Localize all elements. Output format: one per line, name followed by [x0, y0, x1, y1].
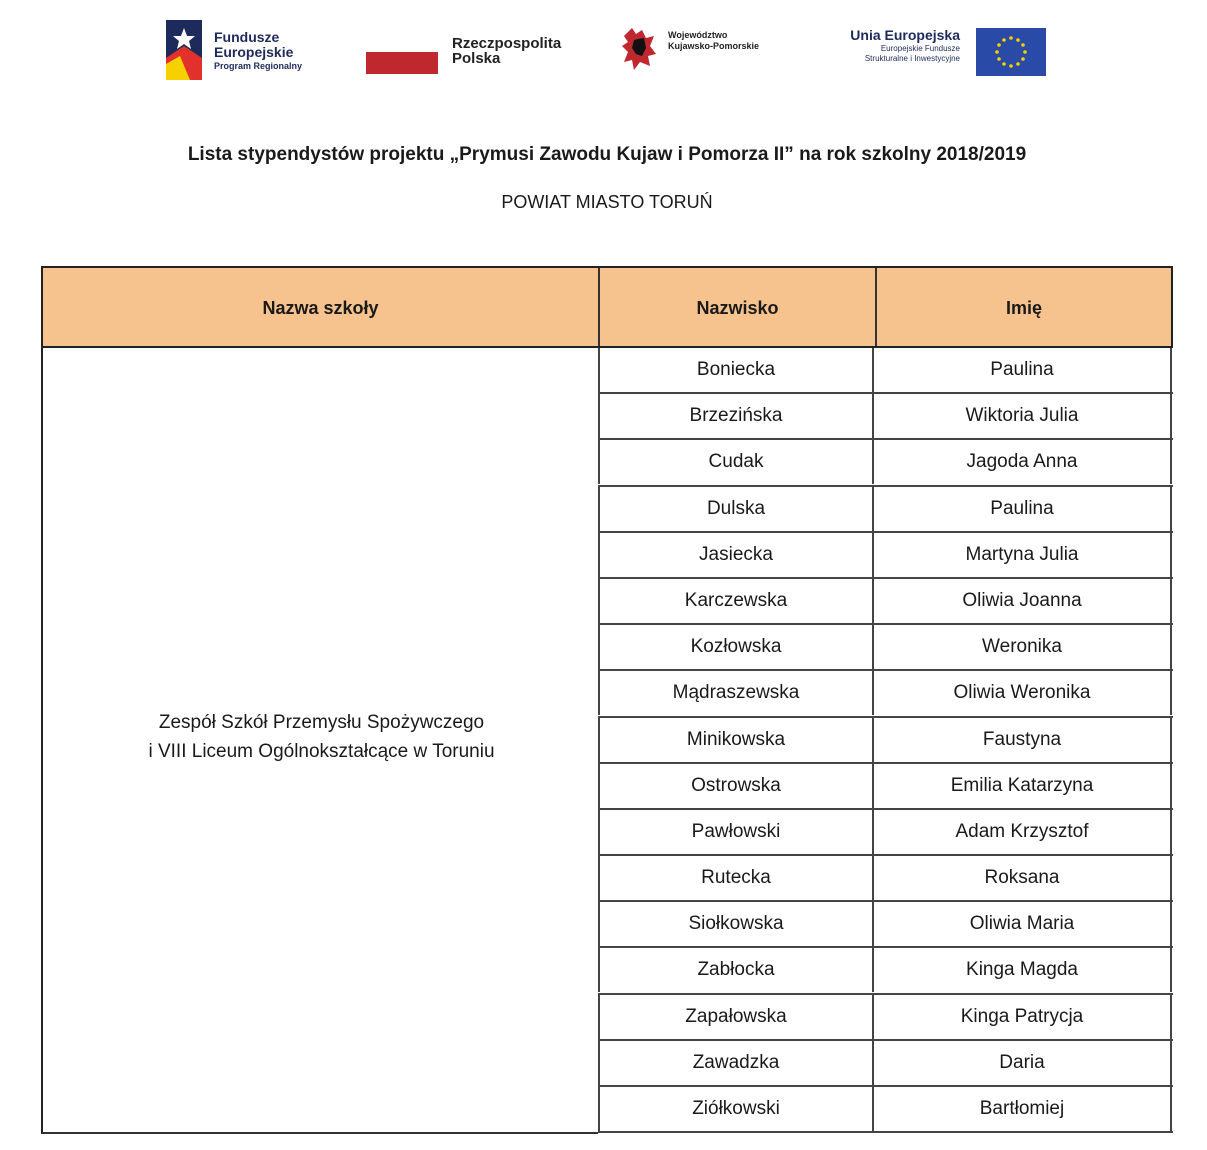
surname-cell: Zawadzka — [598, 1041, 874, 1085]
surname-cell: Brzezińska — [598, 394, 874, 438]
header-name: Imię — [1005, 298, 1043, 318]
name-cell: Weronika — [874, 625, 1172, 669]
name-cell: Daria — [874, 1041, 1172, 1085]
surname-cell: Siołkowska — [598, 902, 874, 946]
name-cell: Wiktoria Julia — [874, 394, 1172, 438]
table-row — [598, 394, 1173, 440]
wojewodztwo-logo — [620, 26, 790, 74]
school-name-line1: Zespół Szkół Przemysłu Spożywczego — [158, 712, 485, 733]
wkp-line2: Kujawsko-Pomorskie — [668, 41, 760, 51]
ue-line2: Europejskie Fundusze — [880, 44, 960, 53]
fundusze-europejskie-icon — [166, 20, 202, 80]
table-row — [598, 856, 1173, 902]
name-cell: Paulina — [874, 487, 1172, 531]
name-cell: Jagoda Anna — [874, 440, 1172, 484]
fe-line2: Europejskie — [214, 44, 294, 60]
rp-line1: Rzeczpospolita — [452, 35, 562, 52]
surname-cell: Zabłocka — [598, 948, 874, 992]
name-cell: Bartłomiej — [874, 1087, 1172, 1131]
table-header-row — [41, 266, 1173, 348]
griffin-crest-icon — [620, 26, 658, 72]
name-cell: Martyna Julia — [874, 533, 1172, 577]
table-row — [598, 995, 1173, 1041]
page-subtitle: POWIAT MIASTO TORUŃ — [501, 192, 713, 212]
name-cell: Kinga Patrycja — [874, 995, 1172, 1039]
surname-cell: Pawłowski — [598, 810, 874, 854]
table-row — [598, 671, 1173, 717]
table-row — [598, 764, 1173, 810]
table-row — [598, 533, 1173, 579]
header-surname: Nazwisko — [600, 268, 877, 346]
rp-line2: Polska — [452, 50, 501, 67]
table-row — [598, 440, 1173, 486]
name-cell: Oliwia Joanna — [874, 579, 1172, 623]
school-name — [43, 708, 600, 766]
name-cell: Kinga Magda — [874, 948, 1172, 992]
table-body — [598, 348, 1173, 1133]
fundusze-europejskie-logo — [166, 18, 336, 80]
name-cell: Paulina — [874, 348, 1172, 392]
fe-line3: Program Regionalny — [214, 61, 303, 71]
table-row — [598, 348, 1173, 394]
name-cell: Oliwia Weronika — [874, 671, 1172, 715]
table-row — [598, 1087, 1173, 1133]
surname-cell: Jasiecka — [598, 533, 874, 577]
surname-cell: Ostrowska — [598, 764, 874, 808]
table-row — [598, 948, 1173, 994]
ue-line1: Unia Europejska — [850, 27, 960, 43]
table-row — [598, 902, 1173, 948]
fe-line1: Fundusze — [214, 29, 280, 45]
school-name-line2: i VIII Liceum Ogólnokształcące w Toruniu — [148, 741, 495, 762]
name-cell: Faustyna — [874, 718, 1172, 762]
surname-cell: Rutecka — [598, 856, 874, 900]
ue-line3: Strukturalne i Inwestycyjne — [864, 54, 960, 63]
table-row — [598, 1041, 1173, 1087]
eu-flag-icon — [976, 28, 1046, 76]
surname-cell: Boniecka — [598, 348, 874, 392]
surname-cell: Minikowska — [598, 718, 874, 762]
wkp-line1: Województwo — [668, 30, 728, 40]
surname-cell: Kozłowska — [598, 625, 874, 669]
surname-cell: Mądraszewska — [598, 671, 874, 715]
name-cell: Adam Krzysztof — [874, 810, 1172, 854]
surname-cell: Zapałowska — [598, 995, 874, 1039]
table-row — [598, 487, 1173, 533]
school-cell — [41, 348, 598, 1134]
name-cell: Oliwia Maria — [874, 902, 1172, 946]
surname-cell: Cudak — [598, 440, 874, 484]
logo-bar — [0, 14, 1207, 84]
surname-cell: Dulska — [598, 487, 874, 531]
header-school: Nazwa szkoły — [43, 268, 600, 346]
name-cell: Emilia Katarzyna — [874, 764, 1172, 808]
page-title: Lista stypendystów projektu „Prymusi Zawodu Kujaw i Pomorza II” na rok szkolny 2018/2019 — [187, 144, 1027, 165]
table-row — [598, 579, 1173, 625]
rzeczpospolita-polska-logo — [366, 34, 586, 74]
polish-flag-icon — [366, 52, 438, 74]
table-row — [598, 810, 1173, 856]
surname-cell: Ziółkowski — [598, 1087, 874, 1131]
name-cell: Roksana — [874, 856, 1172, 900]
surname-cell: Karczewska — [598, 579, 874, 623]
unia-europejska-logo — [820, 24, 1050, 80]
table-row — [598, 718, 1173, 764]
table-row — [598, 625, 1173, 671]
